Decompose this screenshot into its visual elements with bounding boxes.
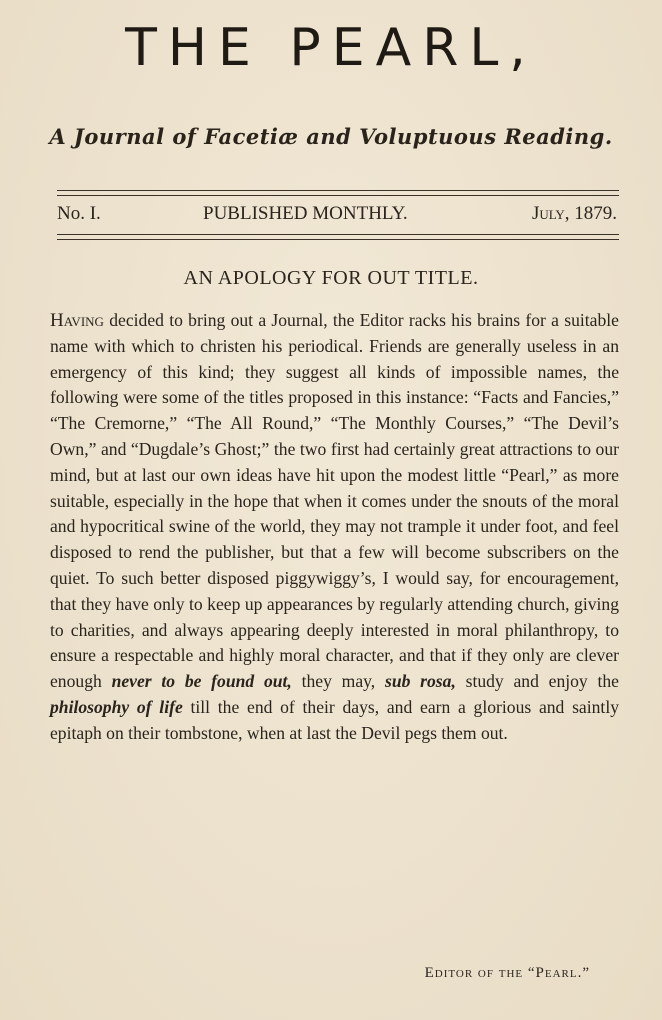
bottom-double-rule-upper bbox=[57, 234, 619, 235]
italic-phrase-philosophy-of-life: philosophy of life bbox=[50, 696, 183, 717]
body-text-part-1: decided to bring out a Journal, the Editor racks his brains for a suitable name with which to christen his periodical. Friends are generally useless in an emergency of this kind; they suggest all kinds of impossible names, the following were some of the titles proposed in this instance: “Facts and Fancies,” “The Cremorne,” “The All Round,” “The Monthly Courses,” “The Devil’s Own,” and “Dugdale’s Ghost;” the two first had certainly great attractions to our mind, but at last our own ideas have hit upon the modest little “Pearl,” as more suitable, especially in the hope that when it comes under the snouts of the moral and hypocritical swine of the world, they may not trample it under foot, and feel disposed to rend the publisher, but that a few will become subscribers on the quiet. To such better disposed piggywiggy’s, I would say, for encouragement, that they have only to keep up appearances by regularly attending church, giving to charities, and always appearing deeply interested in moral philanthropy, to ensure a respectable and highly moral character, and that if they only are clever enough bbox=[50, 310, 619, 692]
body-text-part-2: they may, bbox=[291, 671, 385, 692]
issue-number: No. I. bbox=[57, 203, 101, 224]
top-double-rule-lower bbox=[57, 195, 619, 196]
top-double-rule-upper bbox=[57, 190, 619, 191]
italic-phrase-never-found-out: never to be found out, bbox=[111, 671, 292, 692]
opening-word: Having bbox=[50, 310, 104, 331]
journal-subtitle: A Journal of Facetiæ and Voluptuous Reading. bbox=[49, 124, 613, 149]
issue-date: July, 1879. bbox=[531, 203, 617, 224]
issue-info-line bbox=[57, 203, 619, 231]
bottom-double-rule-lower bbox=[57, 239, 619, 240]
masthead-title: THE PEARL, bbox=[125, 18, 537, 78]
body-text-part-4: till the end of their days, and earn a glorious and saintly epitaph on their tombstone, when at last the Devil pegs them out. bbox=[50, 696, 620, 743]
article-body bbox=[50, 308, 619, 747]
article-heading: AN APOLOGY FOR OUT TITLE. bbox=[183, 267, 479, 289]
italic-phrase-sub-rosa: sub rosa, bbox=[384, 671, 456, 692]
publication-frequency: PUBLISHED MONTHLY. bbox=[203, 203, 408, 224]
body-text-part-3: study and enjoy the bbox=[455, 671, 619, 692]
editor-signature: Editor of the “Pearl.” bbox=[424, 965, 590, 981]
